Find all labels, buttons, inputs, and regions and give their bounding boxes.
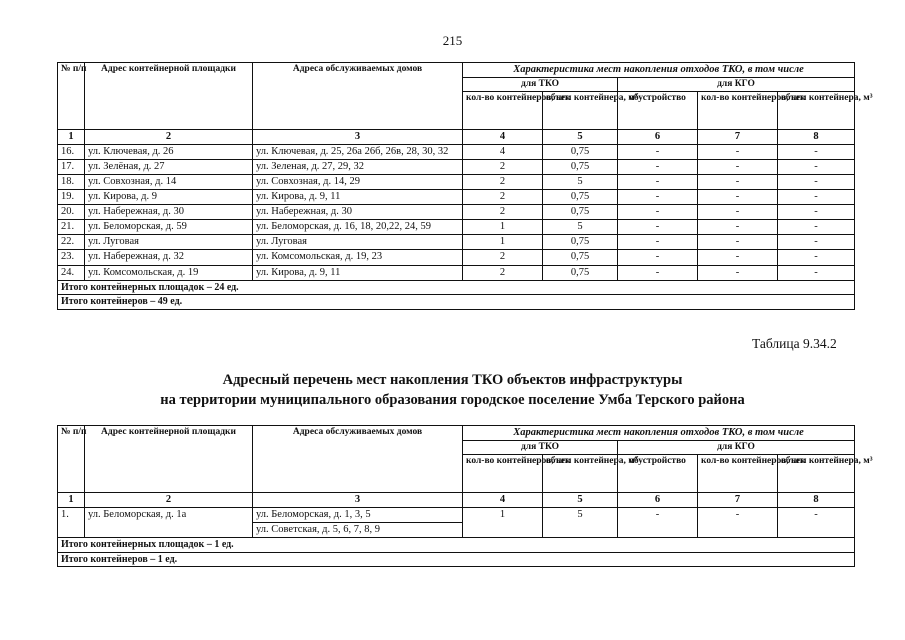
- characteristics-header: Характеристика мест накопления отходов ТКО, в том числе: [463, 426, 855, 441]
- header-row: [58, 63, 855, 78]
- served-address: ул. Советская, д. 5, 6, 7, 8, 9: [253, 523, 463, 538]
- tko-header: для ТКО: [463, 441, 618, 455]
- container-volume: 5: [543, 220, 618, 235]
- col-num-header: № п/п: [58, 426, 85, 493]
- served-address: ул. Кирова, д. 9, 11: [253, 265, 463, 280]
- col-num-header: № п/п: [58, 63, 85, 130]
- row-number: 23.: [58, 250, 85, 265]
- page-number: 215: [442, 33, 463, 48]
- equipment-header: обустройство: [618, 91, 698, 129]
- served-address: ул. Ключевая, д. 25, 26а 26б, 26в, 28, 30, 32: [253, 145, 463, 160]
- total-containers: Итого контейнеров – 1 ед.: [58, 552, 855, 567]
- kgo-container-count: -: [698, 145, 778, 160]
- table-row: [58, 220, 855, 235]
- container-volume: 0,75: [543, 235, 618, 250]
- served-address: ул. Набережная, д. 30: [253, 205, 463, 220]
- table-row: [58, 250, 855, 265]
- column-numbers-row: 1 2 3 4 5 6 7 8: [58, 492, 855, 507]
- kgo-container-volume: -: [778, 250, 855, 265]
- equipment: -: [618, 205, 698, 220]
- row-number: 22.: [58, 235, 85, 250]
- header-row: [58, 426, 855, 441]
- column-numbers-row: 1 2 3 4 5 6 7 8: [58, 129, 855, 144]
- container-count: 1: [463, 235, 543, 250]
- site-address: ул. Набережная, д. 32: [85, 250, 253, 265]
- characteristics-header: Характеристика мест накопления отходов ТКО, в том числе: [463, 63, 855, 78]
- table-row: 1. ул. Беломорская, д. 1а ул. Беломорская, д. 1, 3, 5 1 5 - - -: [58, 508, 855, 523]
- site-address: ул. Беломорская, д. 1а: [85, 508, 253, 538]
- table-label: Таблица 9.34.2: [752, 336, 837, 351]
- table-row: [58, 235, 855, 250]
- volume-header: объем контейнера, м³: [543, 91, 618, 129]
- kgo-container-count: -: [698, 190, 778, 205]
- equipment: -: [618, 145, 698, 160]
- kgo-volume-header: объем контейнера, м³: [778, 91, 855, 129]
- total-sites: Итого контейнерных площадок – 1 ед.: [58, 538, 855, 553]
- kgo-container-count: -: [698, 265, 778, 280]
- kgo-container-count: -: [698, 250, 778, 265]
- total-sites: Итого контейнерных площадок – 24 ед.: [58, 280, 855, 295]
- kgo-count-header: кол-во контейнеров, шт.: [698, 91, 778, 129]
- container-count: 2: [463, 175, 543, 190]
- row-number: 24.: [58, 265, 85, 280]
- container-volume: 5: [543, 175, 618, 190]
- table-row: [58, 205, 855, 220]
- kgo-container-volume: -: [778, 190, 855, 205]
- site-address: ул. Комсомольская, д. 19: [85, 265, 253, 280]
- served-address: ул. Беломорская, д. 16, 18, 20,22, 24, 59: [253, 220, 463, 235]
- equipment: -: [618, 235, 698, 250]
- count-header: кол-во контейнеров, шт.: [463, 454, 543, 492]
- row-number: 19.: [58, 190, 85, 205]
- col-address-header: Адрес контейнерной площадки: [85, 426, 253, 493]
- site-address: ул. Ключевая, д. 26: [85, 145, 253, 160]
- container-count: 2: [463, 160, 543, 175]
- served-address: ул. Луговая: [253, 235, 463, 250]
- table-caption: [0, 370, 905, 411]
- kgo-container-volume: -: [778, 160, 855, 175]
- volume-header: объем контейнера, м³: [543, 454, 618, 492]
- row-number: 20.: [58, 205, 85, 220]
- container-count: 4: [463, 145, 543, 160]
- kgo-container-volume: -: [778, 220, 855, 235]
- equipment: -: [618, 190, 698, 205]
- container-count: 2: [463, 190, 543, 205]
- served-address: ул. Кирова, д. 9, 11: [253, 190, 463, 205]
- table-row: [58, 265, 855, 280]
- kgo-container-count: -: [698, 220, 778, 235]
- kgo-container-volume: -: [778, 175, 855, 190]
- kgo-container-count: -: [698, 235, 778, 250]
- total-containers: Итого контейнеров – 49 ед.: [58, 295, 855, 310]
- site-address: ул. Кирова, д. 9: [85, 190, 253, 205]
- kgo-container-volume: -: [778, 205, 855, 220]
- row-number: 21.: [58, 220, 85, 235]
- kgo-count-header: кол-во контейнеров, шт.: [698, 454, 778, 492]
- container-volume: 0,75: [543, 265, 618, 280]
- containers-table-continued: [57, 62, 873, 310]
- site-address: ул. Беломорская, д. 59: [85, 220, 253, 235]
- equipment: -: [618, 160, 698, 175]
- kgo-container-count: -: [698, 205, 778, 220]
- container-volume: 0,75: [543, 250, 618, 265]
- kgo-container-volume: -: [778, 235, 855, 250]
- count-header: кол-во контейнеров, шт.: [463, 91, 543, 129]
- row-number: 17.: [58, 160, 85, 175]
- row-number: 18.: [58, 175, 85, 190]
- kgo-volume-header: объем контейнера, м³: [778, 454, 855, 492]
- equipment-header: обустройство: [618, 454, 698, 492]
- site-address: ул. Луговая: [85, 235, 253, 250]
- caption-line-1: Адресный перечень мест накопления ТКО объектов инфраструктуры: [222, 372, 683, 388]
- container-count: 2: [463, 250, 543, 265]
- kgo-header: для КГО: [618, 441, 855, 455]
- equipment: -: [618, 220, 698, 235]
- table-row: [58, 145, 855, 160]
- served-address: ул. Зеленая, д. 27, 29, 32: [253, 160, 463, 175]
- served-address: ул. Комсомольская, д. 19, 23: [253, 250, 463, 265]
- site-address: ул. Набережная, д. 30: [85, 205, 253, 220]
- container-volume: 0,75: [543, 160, 618, 175]
- container-count: 2: [463, 205, 543, 220]
- kgo-header: для КГО: [618, 78, 855, 92]
- caption-line-2: на территории муниципального образования городское поселение Умба Терского района: [160, 392, 745, 409]
- equipment: -: [618, 265, 698, 280]
- site-address: ул. Зелёная, д. 27: [85, 160, 253, 175]
- equipment: -: [618, 250, 698, 265]
- col-served-header: Адреса обслуживаемых домов: [253, 426, 463, 493]
- site-address: ул. Совхозная, д. 14: [85, 175, 253, 190]
- kgo-container-count: -: [698, 160, 778, 175]
- col-address-header: Адрес контейнерной площадки: [85, 63, 253, 130]
- kgo-container-count: -: [698, 175, 778, 190]
- container-count: 2: [463, 265, 543, 280]
- kgo-container-volume: -: [778, 265, 855, 280]
- container-volume: 0,75: [543, 205, 618, 220]
- container-volume: 0,75: [543, 190, 618, 205]
- served-address: ул. Беломорская, д. 1, 3, 5: [253, 508, 463, 523]
- table-row: [58, 175, 855, 190]
- container-volume: 0,75: [543, 145, 618, 160]
- served-address: ул. Совхозная, д. 14, 29: [253, 175, 463, 190]
- table-row: [58, 160, 855, 175]
- table-row: [58, 190, 855, 205]
- row-number: 16.: [58, 145, 85, 160]
- equipment: -: [618, 175, 698, 190]
- tko-header: для ТКО: [463, 78, 618, 92]
- col-served-header: Адреса обслуживаемых домов: [253, 63, 463, 130]
- infrastructure-containers-table: [57, 425, 873, 567]
- container-count: 1: [463, 220, 543, 235]
- kgo-container-volume: -: [778, 145, 855, 160]
